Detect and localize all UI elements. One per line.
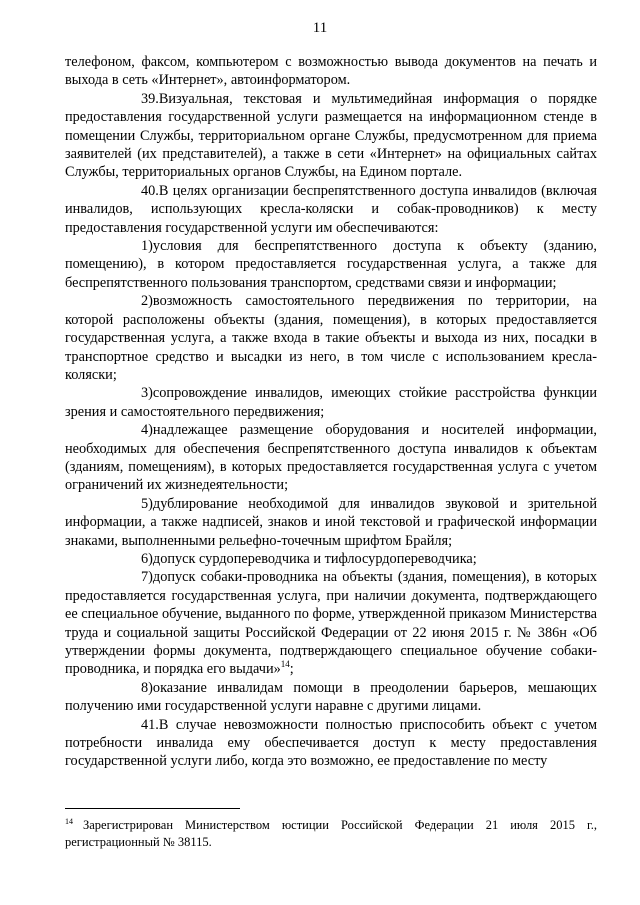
paragraph-text: телефоном, факсом, компьютером с возможностью вывода документов на печать и выхода в сеть «Интернет», автоинформатором. <box>65 54 597 89</box>
paragraph-text: Визуальная, текстовая и мультимедийная информация о порядке предоставления государственной услуги размещается на информационном стенде в помещении Службы, территориальном органе Службы, предусмотренном для приема заявителей (их представителей), а также в сети «Интернет» на официальных сайтах Службы, территориальных органов Службы, на Едином портале. <box>65 90 597 181</box>
list-item-text: надлежащее размещение оборудования и носителей информации, необходимых для обеспечения беспрепятственного доступа инвалидов к объектам (зданиям, помещениям), в которых предоставляется государственная услуга с учетом ограничений их жизнедеятельности; <box>65 422 597 494</box>
list-item-number: 7) <box>141 569 153 586</box>
list-item-number: 6) <box>141 550 153 567</box>
list-item-6 <box>65 550 597 568</box>
paragraph-40 <box>65 182 597 237</box>
list-item-8 <box>65 679 597 716</box>
paragraph-continuation <box>65 53 597 90</box>
list-item-text: оказание инвалидам помощи в преодолении барьеров, мешающих получению ими государственной услуги наравне с другими лицами. <box>65 679 597 715</box>
footnote-divider <box>65 808 240 809</box>
list-item-2 <box>65 292 597 384</box>
list-item-4 <box>65 421 597 495</box>
paragraph-text: В целях организации беспрепятственного доступа инвалидов (включая инвалидов, использующих кресла-коляски и собак-проводников) к месту предоставления государственной услуги им обеспечиваются: <box>65 182 597 236</box>
footnote-mark: 14 <box>65 816 73 826</box>
list-item-5 <box>65 495 597 550</box>
paragraph-number: 40. <box>141 182 159 199</box>
list-item-7 <box>65 568 597 678</box>
list-item-text: допуск сурдопереводчика и тифлосурдопереводчика; <box>152 550 477 567</box>
list-item-number: 1) <box>141 238 153 255</box>
page-number: 11 <box>312 20 328 36</box>
paragraph-39 <box>65 90 597 182</box>
footnote-text: Зарегистрирован Министерством юстиции Российской Федерации 21 июля 2015 г., регистрационный № 38115. <box>65 818 597 849</box>
list-item-number: 3) <box>141 385 153 402</box>
list-item-text: дублирование необходимой для инвалидов звуковой и зрительной информации, а также надписей, знаков и иной текстовой и графической информации знаками, выполненными рельефно-точечным шрифтом Брайля; <box>65 495 597 549</box>
list-item-number: 2) <box>141 293 153 310</box>
list-item-3 <box>65 384 597 421</box>
list-item-number: 4) <box>141 422 153 439</box>
footnote <box>65 817 597 851</box>
paragraph-number: 41. <box>141 716 159 733</box>
paragraph-text: В случае невозможности полностью приспособить объект с учетом потребности инвалида ему обеспечивается доступ к месту предоставления государственной услуги либо, когда это возможно, ее предоставление по месту <box>65 716 597 770</box>
list-item-text: условия для беспрепятственного доступа к объекту (зданию, помещению), в котором предоставляется государственная услуга, а также для беспрепятственного пользования транспортом, средствами связи и информации; <box>65 238 597 291</box>
list-item-number: 8) <box>141 679 153 696</box>
body-text <box>65 53 597 771</box>
footnote-reference[interactable]: 14 <box>280 659 290 670</box>
list-item-tail: ; <box>289 661 294 678</box>
list-item-text: допуск собаки-проводника на объекты (здания, помещения), в которых предоставляется государственная услуга, при наличии документа, подтверждающего ее специальное обучение, выданного по форме, утвержденной приказом Министерства труда и социальной защиты Российской Федерации от 22 июня 2015 г. № 386н «Об утверждении формы документа, подтверждающего специальное обучение собаки-проводника, и порядка его выдачи» <box>65 569 597 678</box>
list-item-1 <box>65 237 597 292</box>
list-item-text: сопровождение инвалидов, имеющих стойкие расстройства функции зрения и самостоятельного передвижения; <box>65 385 597 420</box>
list-item-number: 5) <box>141 495 153 512</box>
paragraph-number: 39. <box>141 90 159 107</box>
list-item-text: возможность самостоятельного передвижения по территории, на которой расположены объекты (здания, помещения), в которых предоставляется государственная услуга, а также входа в такие объекты и выхода из них, посадки в транспортное средство и высадки из него, в том числе с использованием кресла-коляски; <box>65 293 597 383</box>
paragraph-41 <box>65 716 597 771</box>
